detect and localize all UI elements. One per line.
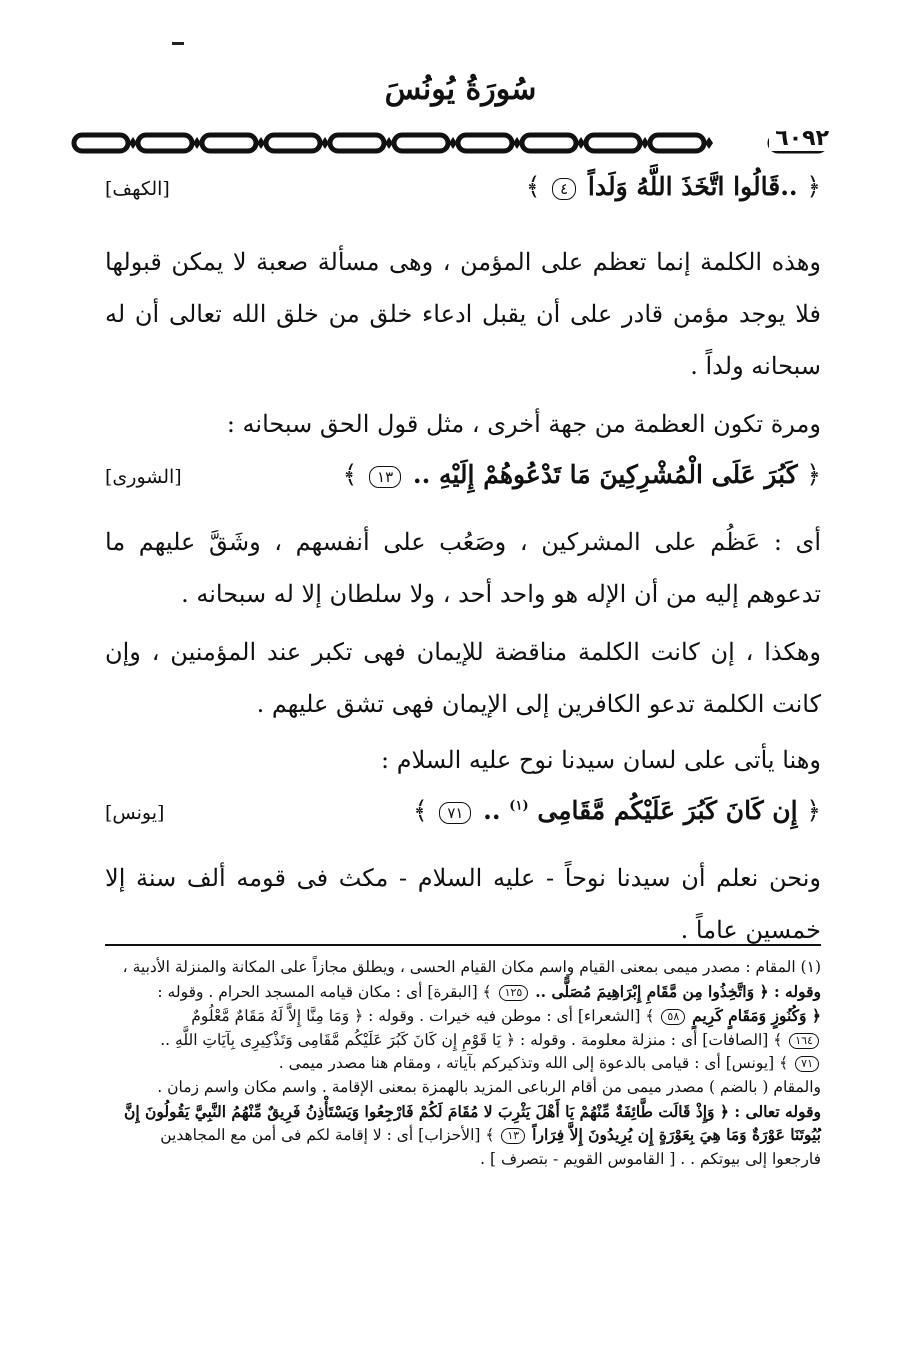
- paragraph: ومرة تكون العظمة من جهة أخرى ، مثل قول الحق سبحانه :: [226, 410, 821, 438]
- footnote-line: [105, 1052, 821, 1076]
- corner-mark: [172, 42, 184, 45]
- verse-text: إِن كَانَ كَبُرَ عَلَيْكُم مَّقَامِى: [537, 796, 798, 825]
- surah-reference: [يونس]: [105, 802, 165, 824]
- verse-block: [105, 460, 821, 504]
- ayah-number: ١٣: [369, 466, 401, 488]
- ayah-number: ٧١: [439, 802, 471, 824]
- footnote-line: والمقام ( بالضم ) مصدر ميمى من أقام الرباعى المزيد بالهمزة بمعنى الإقامة . واسم مكان واسم زمان .: [157, 1077, 821, 1096]
- footnote-text: ﴾ [البقرة] أى : مكان قيامه المسجد الحرام . وقوله :: [157, 982, 492, 1001]
- verse-tail: ..: [483, 796, 501, 825]
- footnote-verse: وقوله : ﴿ وَاتَّخِذُوا مِن مَّقَامِ إِبْرَاهِيمَ مُصَلًّى ..: [535, 981, 821, 1001]
- footnote-verse: ﴿ وَكُنُوزٍ وَمَقَامٍ كَرِيمٍ: [692, 1006, 821, 1026]
- quran-verse: ﴿ كَبُرَ عَلَى الْمُشْرِكِينَ مَا تَدْعُوهُمْ إِلَيْهِ .. ١٣ ﴾: [342, 460, 821, 489]
- paragraph: وهذه الكلمة إنما تعظم على المؤمن ، وهى مسألة صعبة لا يمكن قبولها فلا يوجد مؤمن قادر على أن يقبل ادعاء خلق من خلق الله تعالى أن له سبحانه ولداً .: [105, 248, 821, 380]
- ayah-number: ١٦٤: [789, 1033, 819, 1049]
- footnote-text: ﴾ [الصافات] أى : منزلة معلومة . وقوله : ﴿ يَا قَوْمِ إِن كَانَ كَبُرَ عَلَيْكُم مَّقَامِى وَتَذْكِيرِى بِآيَاتِ اللَّهِ ..: [160, 1030, 783, 1049]
- footnote-text: ﴾ [الشعراء] أى : موطن فيه خيرات . وقوله : ﴿ وَمَا مِنَّا إِلاَّ لَهُ مَقَامٌ مَّعْلُومٌ: [191, 1007, 655, 1026]
- footnotes: [105, 956, 821, 1171]
- paragraph: وهكذا ، إن كانت الكلمة مناقضة للإيمان فهى تكبر عند المؤمنين ، وإن كانت الكلمة تدعو الكافرين إلى الإيمان فهى تشق عليهم .: [105, 638, 821, 718]
- ayah-number: ٥٨: [661, 1009, 685, 1025]
- footnote-text: ﴾ [يونس] أى : قيامى بالدعوة إلى الله وتذكيركم بآياته ، ومقام هنا مصدر ميمى .: [278, 1054, 789, 1073]
- quran-verse: ﴿ إِن كَانَ كَبُرَ عَلَيْكُم مَّقَامِى $^{(١)}$ .. ٧١ ﴾: [412, 796, 821, 825]
- verse-block: [105, 796, 821, 840]
- verse-text: كَبُرَ عَلَى الْمُشْرِكِينَ مَا تَدْعُوهُمْ إِلَيْهِ ..: [412, 460, 798, 489]
- footnote-line: [105, 1029, 821, 1053]
- footnote-line: (١) المقام : مصدر ميمى بمعنى القيام واسم مكان القيام الحسى ، ويطلق مجازاً على المكانة والمنزلة الأدبية ،: [122, 958, 821, 976]
- footnote-line: [105, 1123, 821, 1148]
- footnote-verse: بُيُوتَنَا عَوْرَةٌ وَمَا هِيَ بِعَوْرَةٍ إِن يُرِيدُونَ إِلاَّ فِرَاراً: [532, 1125, 821, 1145]
- surah-title: سُورَةُ يُونُسَ: [384, 72, 537, 107]
- verse-block: [105, 172, 821, 216]
- paragraph: ونحن نعلم أن سيدنا نوحاً - عليه السلام - مكث فى قومه ألف سنة إلا خمسين عاماً .: [105, 864, 821, 944]
- surah-reference: [الشورى]: [105, 466, 182, 488]
- quran-verse: ﴿ ..قَالُوا اتَّخَذَ اللَّهُ وَلَداً ٤ ﴾: [525, 172, 821, 201]
- ayah-number: ١٢٥: [499, 985, 529, 1001]
- footnote-line: فارجعوا إلى بيوتكم . . [ القاموس القويم - بتصرف ] .: [480, 1149, 821, 1168]
- footnote-text: ﴾ [الأحزاب] أى : لا إقامة لكم فى أمن مع المجاهدين: [160, 1126, 495, 1145]
- paragraph: أى : عَظُم على المشركين ، وصَعُب على أنفسهم ، وشَقَّ عليهم ما تدعوهم إليه من أن الإله هو واحد أحد ، ولا سلطان إلا له سبحانه .: [105, 528, 821, 608]
- footnote-line: وقوله تعالى : ﴿ وَإِذْ قَالَت طَّائِفَةٌ مِّنْهُمْ يَا أَهْلَ يَثْرِبَ لا مُقَامَ لَكُمْ فَارْجِعُوا وَيَسْتَأْذِنُ فَرِيقٌ مِّنْهُمُ النَّبِيَّ يَقُولُونَ إِنَّ: [123, 1101, 821, 1121]
- footnote-separator: [105, 944, 821, 946]
- verse-text: ..قَالُوا اتَّخَذَ اللَّهُ وَلَداً: [587, 172, 798, 201]
- paragraph: وهنا يأتى على لسان سيدنا نوح عليه السلام :: [381, 746, 821, 774]
- ayah-number: ٧١: [795, 1056, 819, 1072]
- surah-reference: [الكهف]: [105, 178, 170, 200]
- ayah-number: ٤: [552, 178, 576, 200]
- footnote-line: [105, 1004, 821, 1029]
- page-number: ٦٠٩٢: [769, 126, 835, 151]
- footnote-marker: (١): [509, 798, 529, 814]
- ayah-number: ١٣: [501, 1128, 525, 1144]
- footnote-line: [105, 980, 821, 1005]
- ornamental-border: [70, 128, 830, 158]
